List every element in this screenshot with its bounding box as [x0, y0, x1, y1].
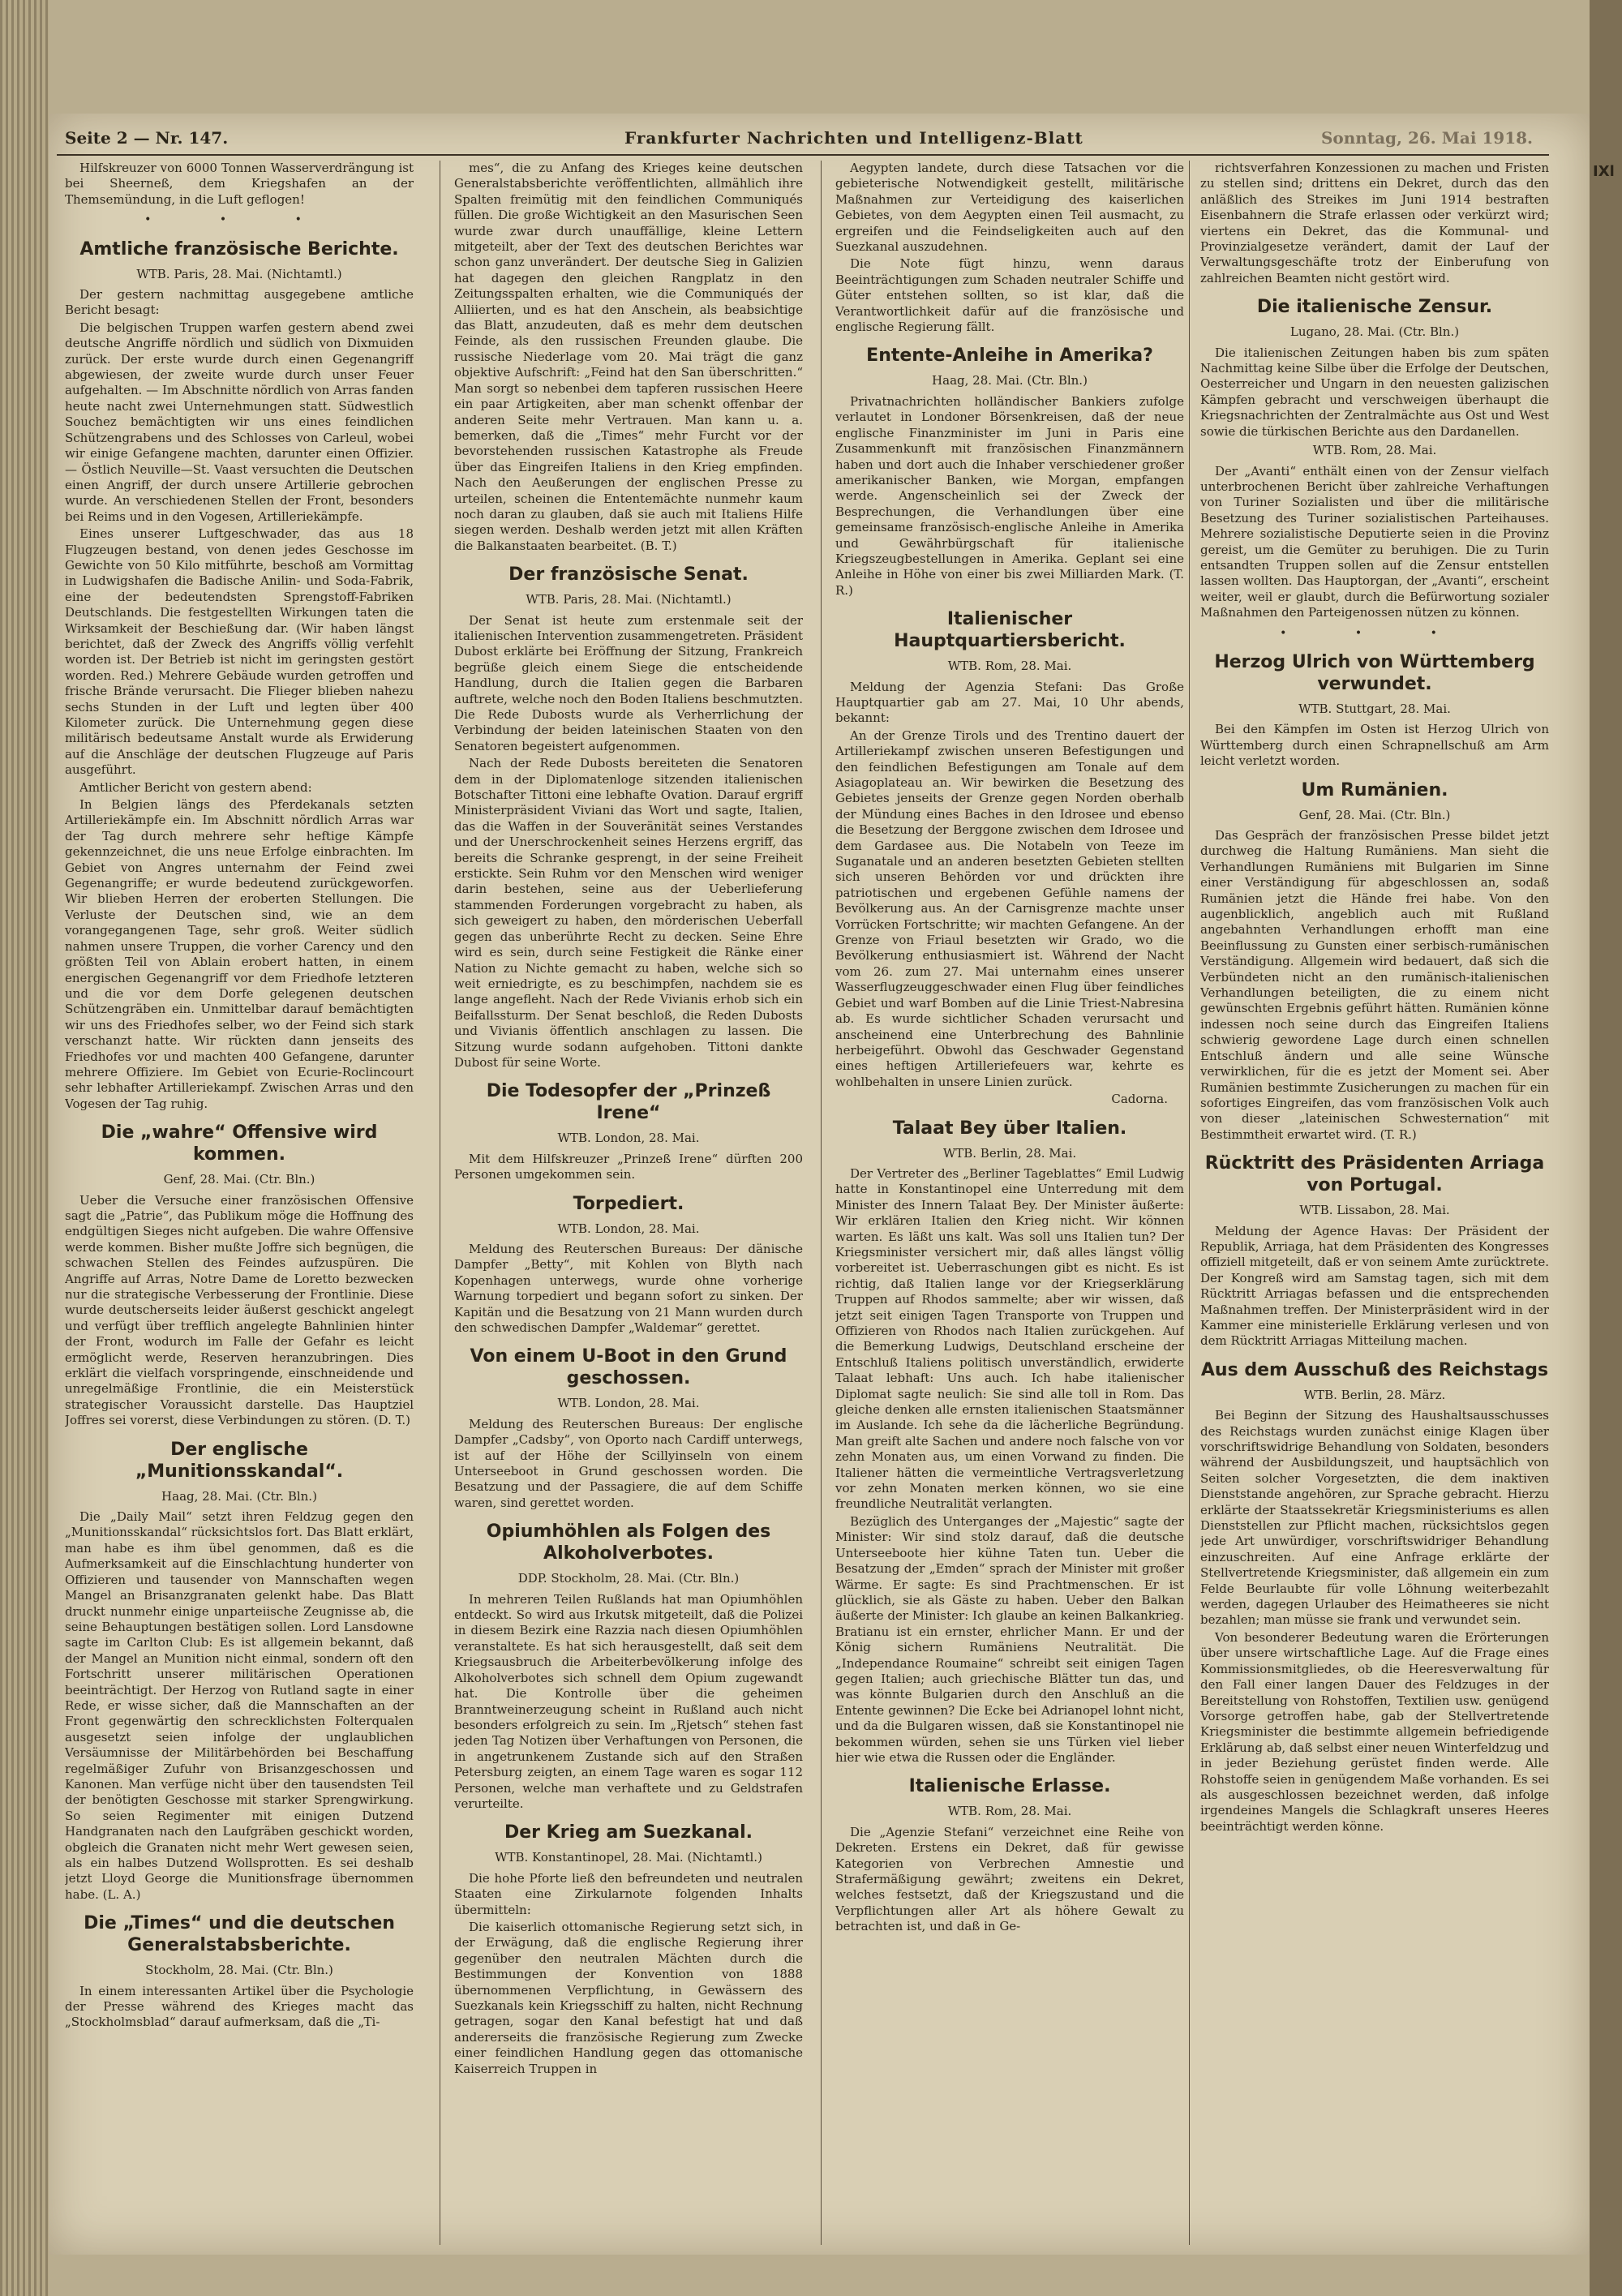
column-4: [1200, 161, 1549, 2245]
column-1: [65, 161, 414, 2245]
article-paragraph: An der Grenze Tirols und des Trentino dauert der Artilleriekampf zwischen unseren Befestigungen und den feindlichen Befestigungen am Tonale auf dem Asiagoplateau an. Wir bewirken die Besetzung des Gebietes jenseits der Grenze gegen Norden oberhalb der Mündung eines Baches in den Idrosee und ebenso die Besetzung der Berggone zwischen dem Idrosee und dem Gardasee aus. Die Notabeln von Teeze im Suganatale und an anderen besetzten Gebieten stellten sich unseren Behörden vor und drückten ihre patriotischen und ergebenen Gefühle namens der Bevölkerung aus. An der Carnisgrenze machte unser Vorrücken Fortschritte; wir machten Gefangene. An der Grenze von Friaul besetzten wir Grado, wo die Bevölkerung enthusiasmiert ist. Während der Nacht vom 26. zum 27. Mai unternahm eines unserer Wasserflugzeuggeschwader einen Flug über feindliches Gebiet und warf Bomben auf die Linie Triest-Nabresina ab. Es wurde sichtlicher Schaden verursacht und anscheinend eine Unterbrechung des Bahnlinie herbeigeführt. Obwohl das Geschwader Gegenstand eines heftigen Artilleriefeuers war, kehrte es wohlbehalten in unsere Linien zurück.: [835, 727, 1184, 1089]
article-paragraph: Aegypten landete, durch diese Tatsachen vor die gebieterische Notwendigkeit gestellt, militärische Maßnahmen zur Verteidigung des kaiserlichen Gebietes, von dem Aegypten einen Teil ausmacht, zu ergreifen und die Feindseligkeiten auch auf den Suezkanal auszudehnen.: [835, 161, 1184, 255]
article-headline: Italienischer Hauptquartiersbericht.: [894, 609, 1126, 652]
article-paragraph: Der Senat ist heute zum erstenmale seit der italienischen Intervention zusammengetreten. Präsident Dubost erklärte bei Eröffnung der Sitzung, Frankreich begrüße gleich einem Siege die entscheidende Handlung, durch die Italien gegen die Barbaren auftrete, welche noch den Boden Italiens beschmutzten. Die Rede Dubosts wurde als Verherrlichung der Verbindung der beiden lateinischen Staaten von den Senatoren begeistert aufgenommen.: [454, 612, 803, 753]
margin-tab-label: IXl: [1593, 163, 1615, 180]
column-3: [835, 161, 1184, 2245]
article-headline: Opiumhöhlen als Folgen des Alkoholverbotes.: [486, 1521, 771, 1564]
article-headline: Der englische „Munitionsskandal“.: [135, 1439, 344, 1482]
article-headline: Torpediert.: [573, 1193, 684, 1214]
article-paragraph: Nach der Rede Dubosts bereiteten die Senatoren dem in der Diplomatenloge sitzenden italienischen Botschafter Tittoni eine lebhafte Ovation. Darauf ergriff Ministerpräsident Viviani das Wort und sagte, Italien, das die Waffen in der Souveränität seines Verstandes und der Unerschrockenheit seines Herzens ergriff, das bereits die Schranke gesprengt, in der seine Freiheit erstickte. Sein Ruhm vor den Menschen wird weniger darin bestehen, seine aus der Ueberlieferung stammenden Forderungen vorgebracht zu haben, als sich geweigert zu haben, den mörderischen Ueberfall gegen das unberührte Recht zu decken. Seine Ehre wird es sein, durch seine Festigkeit die Ränke einer Nation zu Nichte gemacht zu haben, welche sich so weit erniedrigte, es zu beschimpfen, nachdem sie es lange angefleht. Nach der Rede Vivianis erhob sich ein Beifallssturm. Der Senat beschloß, die Reden Dubosts und Vivianis öffentlich anschlagen zu lassen. Die Sitzung wurde sodann aufgehoben. Tittoni dankte Dubost für seine Worte.: [454, 756, 803, 1070]
article-headline: Italienische Erlasse.: [908, 1776, 1111, 1797]
article-paragraph: Die belgischen Truppen warfen gestern abend zwei deutsche Angriffe nördlich und südlich von Dixmuiden zurück. Der erste wurde durch einen Gegenangriff abgewiesen, der zweite wurde durch unser Feuer aufgehalten. — Im Abschnitte nördlich von Arras fanden heute nacht zwei Unternehmungen statt. Südwestlich Souchez bemächtigten wir uns eines feindlichen Schützengrabens und des Schlosses von Carleul, wobei wir einige Gefangene machten, darunter einen Offizier. — Östlich Neuville—St. Vaast versuchten die Deutschen einen Angriff, der durch unsere Artillerie gebrochen wurde. An verschiedenen Stellen der Front, besonders bei Reims und in den Vogesen, Artilleriekämpfe.: [65, 320, 414, 524]
article-dateline: WTB. Konstantinopel, 28. Mai. (Nichtamtl.): [495, 1850, 762, 1865]
article-paragraph: Die italienischen Zeitungen haben bis zum späten Nachmittag keine Silbe über die Erfolge der Deutschen, Oesterreicher und Ungarn in den neuesten galizischen Kämpfen gebracht und verschweigen überhaupt die Kriegsnachrichten der Zentralmächte aus Ost und West sowie die türkischen Berichte aus den Dardanellen.: [1200, 345, 1549, 439]
article-dateline: WTB. Rom, 28. Mai.: [947, 659, 1072, 674]
article-paragraph: Hilfskreuzer von 6000 Tonnen Wasserverdrängung ist bei Sheerneß, dem Kriegshafen an der Themsemündung, in die Luft geflogen!: [65, 161, 414, 207]
page-header: [57, 122, 1549, 156]
column-2: [454, 161, 803, 2245]
article-paragraph: Die Note fügt hinzu, wenn daraus Beeinträchtigungen zum Schaden neutraler Schiffe und Güter entstehen sollten, so ist klar, daß die Verantwortlichkeit dafür auf die französische und englische Regierung fällt.: [835, 256, 1184, 335]
article-dateline: Genf, 28. Mai. (Ctr. Bln.): [1298, 807, 1451, 822]
article-dateline: WTB. London, 28. Mai.: [557, 1221, 700, 1236]
article-paragraph: Von besonderer Bedeutung waren die Erörterungen über unsere wirtschaftliche Lage. Auf die Frage eines Kommissionsmitgliedes, ob die Heeresverwaltung für den Fall einer langen Dauer des Feldzuges in der Bereitstellung von Rohstoffen, Textilien usw. genügend Vorsorge getroffen habe, gab der Stellvertretende Kriegsminister die bestimmte allgemein befriedigende Erklärung ab, daß selbst einer neuen Winterfeldzug und in jeder Beziehung gerüstet finden werde. Alle Rohstoffe seien in genügendem Maße vorhanden. Es sei als ausgeschlossen bezeichnet werden, daß infolge irgendeines Mangels die Schlagkraft unseres Heeres beeinträchtigt werden könne.: [1200, 1629, 1549, 1834]
article-paragraph: Eines unserer Luftgeschwader, das aus 18 Flugzeugen bestand, von denen jedes Geschosse im Gewichte von 50 Kilo mitführte, beschoß am Vormittag in Ludwigshafen die Badische Anilin- und Soda-Fabrik, eine der bedeutendsten Sprengstoff-Fabriken Deutschlands. Die festgestellten Wirkungen taten die Wirksamkeit der Beschießung dar. (Wir haben längst berichtet, daß der Zweck des Angriffs völlig verfehlt worden ist. Der Betrieb ist nicht im geringsten gestört worden. Red.) Mehrere Gebäude wurden getroffen und frische Brände verursacht. Die Flieger blieben nahezu sechs Stunden in der Luft und legten über 400 Kilometer zurück. Die Unternehmung gegen diese militärisch bedeutsame Anstalt wurde als Erwiderung auf die Anschläge der deutschen Flugzeuge auf Paris ausgeführt.: [65, 526, 414, 778]
article-headline: Entente-Anleihe in Amerika?: [866, 345, 1153, 367]
article-dateline: Haag, 28. Mai. (Ctr. Bln.): [161, 1488, 317, 1504]
article-dateline: WTB. Berlin, 28. Mai.: [942, 1145, 1077, 1161]
article-signature: Cadorna.: [1111, 1092, 1168, 1107]
column-rule: [1189, 161, 1190, 2245]
article-dateline: WTB. Paris, 28. Mai. (Nichtamtl.): [136, 266, 342, 281]
newspaper-title: Frankfurter Nachrichten und Intelligenz-Blatt: [624, 128, 1083, 148]
article-paragraph: Privatnachrichten holländischer Bankiers zufolge verlautet in Londoner Börsenkreisen, daß der neue englische Finanzminister im Juni in Paris eine Zusammenkunft mit französischen Finanzmännern haben und dort auch die Inhaber verschiedener großer amerikanischer Banken, wie Morgan, empfangen werde. Angenscheinlich sei der Zweck der Besprechungen, die Verhandlungen über eine gemeinsame französisch-englische Anleihe in Amerika und Gewährbürgschaft für italienische Kriegszeugbestellungen in Amerika. Geplant sei eine Anleihe in Höhe von einer bis zwei Milliarden Mark. (T. R.): [835, 393, 1184, 598]
article-paragraph: Mit dem Hilfskreuzer „Prinzeß Irene“ dürften 200 Personen umgekommen sein.: [454, 1151, 803, 1182]
article-paragraph: Meldung der Agenzia Stefani: Das Große Hauptquartier gab am 27. Mai, 10 Uhr abends, bekannt:: [835, 679, 1184, 726]
page-number: Seite 2 — Nr. 147.: [65, 128, 229, 148]
article-headline: Die „wahre“ Offensive wird kommen.: [101, 1122, 378, 1165]
article-headline: Aus dem Ausschuß des Reichstags: [1200, 1359, 1549, 1380]
article-dateline: WTB. Berlin, 28. März.: [1303, 1387, 1446, 1402]
article-paragraph: In Belgien längs des Pferdekanals setzten Artilleriekämpfe ein. Im Abschnitt nördlich Arras war der Tag durch mehrere sehr heftige Kämpfe gekennzeichnet, die uns neue Erfolge einbrachten. Im Gebiet von Angres unternahm der Feind zwei Gegenangriffe; er wurde bedeutend zurückgeworfen. Wir blieben Herren der eroberten Stellungen. Die Verluste der Deutschen sind, wie an dem vorangegangenen Tage, sehr groß. Weiter südlich nahmen unsere Truppen, die vorher Carency und den größten Teil von Ablain erobert hatten, in einem energischen Gegenangriff vor dem Friedhofe letzteren und die vor dem Dorfe gelegenen deutschen Schützengräben ein. Unmittelbar darauf bemächtigten wir uns des Friedhofes selber, wo der Feind sich stark verschanzt hatte. Wir rückten dann jenseits des Friedhofes vor und machten 400 Gefangene, darunter mehrere Offiziere. Im Gebiet von Ecurie-Roclincourt sehr lebhafter Artilleriekampf. Zwischen Arras und den Vogesen der Tag ruhig.: [65, 797, 414, 1111]
article-headline: Der französische Senat.: [508, 564, 749, 586]
right-page-edge: [1590, 0, 1622, 2296]
article-headline: Die Todesopfer der „Prinzeß Irene“: [486, 1081, 771, 1124]
article-paragraph: In einem interessanten Artikel über die Psychologie der Presse während des Krieges macht das „Stockholmsblad“ darauf aufmerksam, daß die „Ti-: [65, 1983, 414, 2030]
article-paragraph: Meldung des Reuterschen Bureaus: Der englische Dampfer „Cadsby“, von Oporto nach Cardiff unterwegs, ist auf der Höhe der Scillyinseln von einem Unterseeboot in Grund geschossen worden. Die Besatzung und der Passagiere, die auf dem Schiffe waren, sind gerettet worden.: [454, 1416, 803, 1510]
article-dateline: Genf, 28. Mai. (Ctr. Bln.): [163, 1172, 315, 1187]
article-paragraph: Die „Agenzie Stefani“ verzeichnet eine Reihe von Dekreten. Erstens ein Dekret, daß für gewisse Kategorien von Verbrechen Amnestie und Strafermäßigung gewährt; zweitens ein Dekret, welches festsetzt, daß der Kriegszustand und die Verpflichtungen aller Art als höhere Gewalt zu betrachten ist, und daß in Ge-: [835, 1824, 1184, 1934]
article-paragraph: Das Gespräch der französischen Presse bildet jetzt durchweg die Haltung Rumäniens. Man sieht die Verhandlungen Rumäniens mit Bulgarien im Sinne einer Verständigung für abgeschlossen an, sodaß Rumänien jetzt die Hände frei habe. Von den augenblicklich, angeblich auch mit Rußland angebahnten Verhandlungen erhofft man eine Beeinflussung zu Gunsten einer serbisch-rumänischen Verständigung. Allgemein wird bedauert, daß sich die Verbündeten nicht an den rumänisch-italienischen Verhandlungen beteiligten, die zu einem nicht gewünschten Ergebnis geführt hätten. Rumänien könne indessen noch seine durch das Eingreifen Italiens schwierig gewordene Lage durch einen schnellen Entschluß ändern und alle seine Wünsche verwirklichen, für die es jetzt der Moment sei. Aber Rumänien bestimmte Zusicherungen zu machen für ein sofortiges Eingreifen, das vom französischen Volk auch von dieser „lateinischen Schwesternation“ mit Bestimmtheit erwartet wird. (T. R.): [1200, 828, 1549, 1142]
article-paragraph: richtsverfahren Konzessionen zu machen und Fristen zu stellen sind; drittens ein Dekret, durch das den anläßlich des Streikes im Juni 1914 bestraften Eisenbahnern die Strafe erlassen oder verkürzt wird; viertens ein Dekret, das die Kommunal- und Provinzialgesetze verändert, damit der Lauf der Verwaltungsgeschäfte trotz der Einberufung von zahlreichen Beamten nicht gestört wird.: [1200, 161, 1549, 285]
article-dateline: WTB. Paris, 28. Mai. (Nichtamtl.): [526, 592, 732, 607]
article-dateline: WTB. Rom, 28. Mai.: [1312, 443, 1437, 458]
article-dateline: Lugano, 28. Mai. (Ctr. Bln.): [1289, 324, 1460, 340]
section-separator: • • •: [1280, 626, 1470, 640]
article-paragraph: In mehreren Teilen Rußlands hat man Opiumhöhlen entdeckt. So wird aus Irkutsk mitgeteilt, daß die Polizei in diesem Bezirk eine Razzia nach diesen Opiumhöhlen veranstaltete. Es hat sich herausgestellt, daß seit dem Kriegsausbruch die Arbeiterbevölkerung infolge des Alkoholverbotes sich schnell dem Opium zugewandt hat. Die Kontrolle über die geheimen Branntweinerzeugung scheint in Rußland auch nicht besonders erfolgreich zu sein. Im „Rjetsch“ stehen fast jeden Tag Notizen über Verhaftungen von Personen, die in angetrunkenem Zustande sich auf den Straßen Petersburg zeigten, an einem Tage waren es sogar 112 Personen, welche man verhaftete und zu Geldstrafen verurteilte.: [454, 1591, 803, 1811]
article-paragraph: Meldung der Agence Havas: Der Präsident der Republik, Arriaga, hat dem Präsidenten des Kongresses offiziell mitgeteilt, daß er von seinem Amte zurücktrete. Der Kongreß wird am Samstag tagen, sich mit dem Rücktritt Arriagas befassen und die entsprechenden Maßnahmen treffen. Der Ministerpräsident wird in der Kammer eine ministerielle Erklärung verlesen und von dem Rücktritt Arriagas Mitteilung machen.: [1200, 1223, 1549, 1349]
article-dateline: DDP. Stockholm, 28. Mai. (Ctr. Bln.): [517, 1571, 740, 1586]
article-paragraph: Bei den Kämpfen im Osten ist Herzog Ulrich von Württemberg durch einen Schrapnellschuß am Arm leicht verletzt worden.: [1200, 722, 1549, 769]
article-dateline: Stockholm, 28. Mai. (Ctr. Bln.): [145, 1963, 333, 1978]
article-headline: Amtliche französische Berichte.: [79, 238, 399, 260]
article-paragraph: Die hohe Pforte ließ den befreundeten und neutralen Staaten eine Zirkularnote folgenden Inhalts übermitteln:: [454, 1870, 803, 1917]
article-paragraph: Amtlicher Bericht von gestern abend:: [79, 779, 312, 795]
article-headline: Herzog Ulrich von Württemberg verwundet.: [1214, 651, 1535, 694]
article-headline: Die italienische Zensur.: [1256, 297, 1493, 318]
article-dateline: WTB. London, 28. Mai.: [557, 1396, 700, 1411]
article-dateline: WTB. Rom, 28. Mai.: [947, 1804, 1072, 1819]
article-dateline: Haag, 28. Mai. (Ctr. Bln.): [932, 373, 1088, 388]
article-paragraph: Der gestern nachmittag ausgegebene amtliche Bericht besagt:: [65, 287, 414, 318]
article-headline: Von einem U-Boot in den Grund geschossen.: [470, 1346, 787, 1389]
article-dateline: WTB. Lissabon, 28. Mai.: [1299, 1203, 1450, 1218]
article-headline: Die „Times“ und die deutschen Generalstabsberichte.: [84, 1913, 395, 1956]
article-dateline: WTB. London, 28. Mai.: [557, 1131, 700, 1146]
book-binding-edge: [0, 0, 49, 2296]
column-rule: [821, 161, 822, 2245]
article-paragraph: Der Vertreter des „Berliner Tageblattes“ Emil Ludwig hatte in Konstantinopel eine Unterredung mit dem Minister des Innern Talaat Bey. Der Minister äußerte: Wir erklären Italien den Krieg nicht. Wir können warten. Es läßt uns kalt. Was soll uns Italien tun? Der Kriegsminister versichert mir, daß alles längst völlig vorbereitet ist. Ueberraschungen gibt es nicht. Es ist richtig, daß Italien lange vor der Kriegserklärung Truppen auf Rhodos sammelte; aber wir wissen, daß jetzt seit einigen Tagen Transporte von Truppen und Offizieren von Rhodos nach Italien zurückgehen. Auf die Bemerkung Ludwigs, Deutschland erscheine der Entschluß Italiens politisch unverständlich, erwiderte Talaat lebhaft: Uns auch. Ich habe italienischer Diplomat sagte neulich: Sie sind alle toll in Rom. Das gleiche denken alle ernsten italienischen Staatsmänner im Auslande. Ich sehe da die lächerliche Begründung. Man greift alte Sachen und andere noch falsche von vor zehn Monaten aus, um einen Vorwand zu finden. Die Italiener hätten die vermeintliche Vertragsverletzung vor zehn Monaten merken können, wo sie eine freundliche Neutralität verlangten.: [835, 1165, 1184, 1512]
article-paragraph: Der „Avanti“ enthält einen von der Zensur vielfach unterbrochenen Bericht über zahlreiche Verhaftungen von Turiner Sozialisten und über die militärische Besetzung des Turiner sozialistischen Parteihauses. Mehrere sozialistische Deputierte seien in die Provinz gereist, um die Gemüter zu beruhigen. Die zu Turin entsandten Truppen sollen auf die Zensur entstellen lassen wollten. Das Hauptorgan, der „Avanti“, erscheint weiter, weil er glaubt, durch die Befürwortung sozialer Maßnahmen den Parteigenossen nützen zu können.: [1200, 463, 1549, 620]
article-headline: Der Krieg am Suezkanal.: [504, 1822, 753, 1843]
article-paragraph: Bezüglich des Unterganges der „Majestic“ sagte der Minister: Wir sind stolz darauf, daß die deutsche Unterseeboote hier kühne Taten tun. Ueber die Besatzung der „Emden“ sprach der Minister mit großer Wärme. Er sagte: Es sind Prachtmenschen. Er ist glücklich, sie als Gäste zu haben. Ueber den Balkan äußerte der Minister: Ich glaube an keinen Balkankrieg. Bratianu ist ein ernster, ehrlicher Mann. Er und der König sichern Rumäniens Neutralität. Die „Independance Roumaine“ schreibt seit einigen Tagen gegen Italien; auch griechische Blätter tun das, und was könnte Bulgarien durch den Anschluß an die Entente gewinnen? Die Ecke bei Adrianopel lohnt nicht, und da die Bulgaren wissen, daß sie Konstantinopel nie bekommen würden, sehen sie uns Türken viel lieber hier wie etwa die Russen oder die Engländer.: [835, 1513, 1184, 1765]
article-paragraph: Ueber die Versuche einer französischen Offensive sagt die „Patrie“, das Publikum möge die Hoffnung des endgültigen Sieges nicht aufgeben. Die wahre Offensive werde kommen. Bisher mußte Joffre sich begnügen, die schwachen Stellen des Feindes aufzuspüren. Die Angriffe auf Arras, Notre Dame de Loretto bezwecken nur die strategische Verbesserung der Frontlinie. Diese wurde deutscherseits leider äußerst geschickt angelegt und verfügt über trefflich angelegte Bahnlinien hinter der Front, wodurch im Falle der Gefahr es leicht ermöglicht werde, Reserven heranzubringen. Dies erklärt die vielfach vorspringende, einschneidende und unregelmäßige Frontlinie, die ein Meisterstück strategischer Voraussicht darstelle. Das Hauptziel Joffres sei vorerst, diese Verbindungen zu stören. (D. T.): [65, 1192, 414, 1428]
article-headline: Rücktritt des Präsidenten Arriaga von Portugal.: [1204, 1153, 1545, 1196]
article-paragraph: Die „Daily Mail“ setzt ihren Feldzug gegen den „Munitionsskandal“ rücksichtslos fort. Das Blatt erklärt, man habe es ihm übel genommen, daß es die Aufmerksamkeit auf die Einschlachtung hunderter von Offizieren und tausender von Mannschaften wegen Mangel an Brisanzgranaten gelenkt habe. Das Blatt druckt nunmehr einige unparteiische Zeugnisse ab, die seine Behauptungen bestätigen sollen. Lord Lansdowne sagte im Carlton Club: Es ist allgemein bekannt, daß der Mangel an Munition nicht einmal, sondern oft den Fortschritt unserer militärischen Operationen beeinträchtigt. Der Herzog von Rutland sagte in einer Rede, er wisse sicher, daß die Mannschaften an der Front gegenwärtig den schrecklichsten Folterqualen ausgesetzt seien infolge der unglaublichen Versäumnisse der Militärbehörden bei Beschaffung regelmäßiger Zufuhr von Brisanzgeschossen und Kanonen. Man verfüge nicht über den tausendsten Teil der benötigten Geschosse mit starker Sprengwirkung. So seien Regimenter mit einigen Dutzend Handgranaten nach den Laufgräben geschickt worden, obgleich die Granaten nicht mehr Wert gewesen seien, als ein halbes Dutzend Wollsprotten. Es sei deshalb jetzt Lloyd George die Munitionsfrage übernommen habe. (L. A.): [65, 1509, 414, 1902]
section-separator: • • •: [144, 213, 334, 227]
article-headline: Talaat Bey über Italien.: [892, 1118, 1127, 1139]
article-paragraph: Bei Beginn der Sitzung des Haushaltsausschusses des Reichstags wurden zunächst einige Klagen über vorschriftswidrige Behandlung von Soldaten, besonders während der Ausbildungszeit, und hauptsächlich von Seiten solcher Vorgesetzten, die dem inaktiven Dienststande angehören, zur Sprache gebracht. Hierzu erklärte der Staatssekretär Kriegsministeriums es allen Dienststellen zur Pflicht machen, rücksichtslos gegen jede Art unwürdiger, vorschriftswidriger Behandlung einzuschreiten. Auf eine Anfrage erklärte der Stellvertretende Kriegsminister, daß allgemein ein zum Felde Beurlaubte für volle Löhnung weiterbezahlt werden, dagegen Urlauber des Heimatheeres sie nicht bezahlen; man müsse sie frank und verwundet sein.: [1200, 1408, 1549, 1628]
article-dateline: WTB. Stuttgart, 28. Mai.: [1298, 701, 1451, 716]
article-paragraph: mes“, die zu Anfang des Krieges keine deutschen Generalstabsberichte veröffentlichten, allmählich ihre Spalten freimütig mit den feindlichen Communiqués füllen. Die große Wichtigkeit an den Masurischen Seen wurde zwar durch unauffällige, kleine Lettern mitgeteilt, aber der Text des deutschen Berichtes war schon ganz unverändert. Der deutsche Sieg in Galizien hat dagegen den gleichen Rangplatz in den Zeitungsspalten erhalten, wie die Communiqués der Alliierten, und es hat den Anschein, als beabsichtige das Blatt, anzudeuten, daß es mehr dem deutschen Feinde, als den russischen Freunden glaube. Die russische Niederlage vom 20. Mai trägt die ganz objektive Aufschrift: „Feind hat den San überschritten.“ Man sorgt so nebenbei dem tapferen russischen Heere ein paar Artigkeiten, aber man schenkt offenbar der anderen Seite mehr Vertrauen. Man kann u. a. bemerken, daß die „Times“ mehr Furcht vor der bevorstehenden russischen Katastrophe als Freude über das Eingreifen Italiens in den Krieg empfinden. Nach den Aeußerungen der englischen Presse zu urteilen, scheinen die Ententemächte nunmehr kaum noch daran zu glauben, daß sie auch mit Italiens Hilfe siegen werden. Deshalb werden jetzt mit allen Kräften die Balkanstaaten bearbeitet. (B. T.): [454, 161, 803, 553]
article-headline: Um Rumänien.: [1301, 779, 1448, 800]
article-paragraph: Meldung des Reuterschen Bureaus: Der dänische Dampfer „Betty“, mit Kohlen von Blyth nach Kopenhagen unterwegs, wurde ohne vorherige Warnung torpediert und begann sofort zu sinken. Der Kapitän und die Besatzung von 21 Mann wurden durch den schwedischen Dampfer „Waldemar“ gerettet.: [454, 1241, 803, 1335]
article-paragraph: Die kaiserlich ottomanische Regierung setzt sich, in der Erwägung, daß die englische Regierung ihrer gegenüber den neutralen Mächten durch die Bestimmungen der Konvention von 1888 übernommenen Verpflichtung, in Gewässern des Suezkanals kein Kriegsschiff zu halten, nicht Rechnung getragen, sogar den Kanal befestigt hat und daß andererseits die französische Regierung zum Zwecke einer feindlichen Handlung gegen das ottomanische Kaiserreich Truppen in: [454, 1919, 803, 2076]
page-date: Sonntag, 26. Mai 1918.: [1320, 128, 1533, 148]
